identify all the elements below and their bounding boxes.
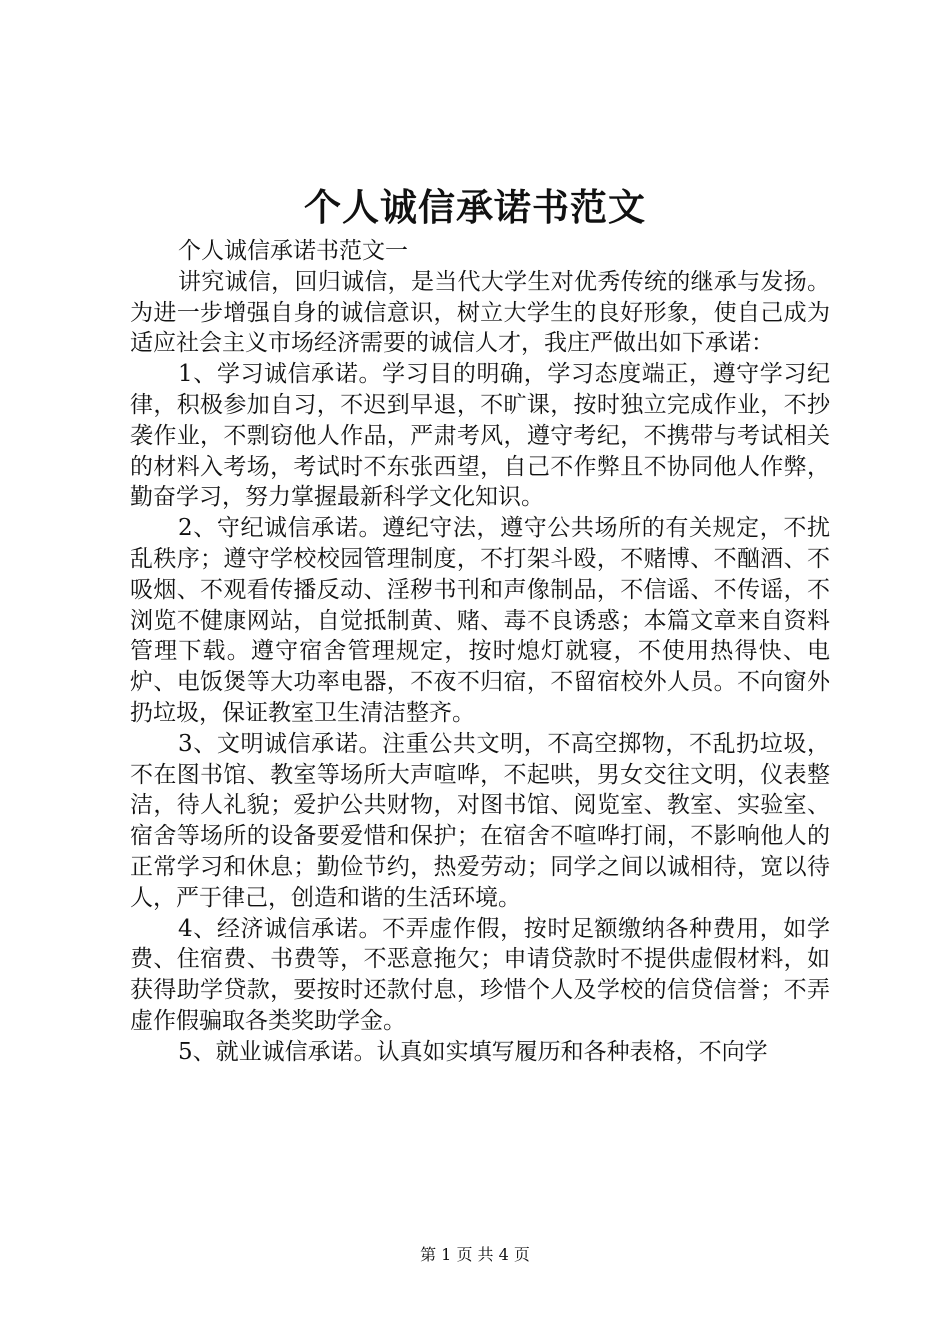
intro-paragraph: 讲究诚信，回归诚信，是当代大学生对优秀传统的继承与发扬。为进一步增强自身的诚信意识，树立大学生的良好形象，使自己成为适应社会主义市场经济需要的诚信人才，我庄严做出如下承诺： xyxy=(130,268,830,357)
document-body xyxy=(130,236,830,1068)
civility-pledge-paragraph: 3、文明诚信承诺。注重公共文明，不高空掷物，不乱扔垃圾，不在图书馆、教室等场所大声喧哗，不起哄，男女交往文明，仪表整洁，待人礼貌；爱护公共财物，对图书馆、阅览室、教室、实验室、宿舍等场所的设备要爱惜和保护；在宿舍不喧哗打闹，不影响他人的正常学习和休息；勤俭节约，热爱劳动；同学之间以诚相待，宽以待人，严于律己，创造和谐的生活环境。 xyxy=(130,730,830,911)
employment-pledge-paragraph: 5、就业诚信承诺。认真如实填写履历和各种表格，不向学 xyxy=(178,1038,768,1065)
study-pledge-paragraph: 1、学习诚信承诺。学习目的明确，学习态度端正，遵守学习纪律，积极参加自习，不迟到早退，不旷课，按时独立完成作业，不抄袭作业，不剽窃他人作品，严肃考风，遵守考纪，不携带与考试相关的材料入考场，考试时不东张西望，自己不作弊且不协同他人作弊，勤奋学习，努力掌握最新科学文化知识。 xyxy=(130,361,830,511)
discipline-pledge-paragraph: 2、守纪诚信承诺。遵纪守法，遵守公共场所的有关规定，不扰乱秩序；遵守学校校园管理制度，不打架斗殴，不赌博、不酗酒、不吸烟、不观看传播反动、淫秽书刊和声像制品，不信谣、不传谣，不浏览不健康网站，自觉抵制黄、赌、毒不良诱惑；本篇文章来自资料管理下载。遵守宿舍管理规定，按时熄灯就寝，不使用热得快、电炉、电饭煲等大功率电器，不夜不归宿，不留宿校外人员。不向窗外扔垃圾，保证教室卫生清洁整齐。 xyxy=(130,515,830,726)
subtitle-paragraph: 个人诚信承诺书范文一 xyxy=(178,238,408,264)
document-title: 个人诚信承诺书范文 xyxy=(304,185,646,229)
economic-pledge-paragraph: 4、经济诚信承诺。不弄虚作假，按时足额缴纳各种费用，如学费、住宿费、书费等，不恶意拖欠；申请贷款时不提供虚假材料，如获得助学贷款，要按时还款付息，珍惜个人及学校的信贷信誉；不弄虚作假骗取各类奖助学金。 xyxy=(130,915,830,1034)
page-footer: 第 1 页 共 4 页 xyxy=(420,1245,530,1264)
